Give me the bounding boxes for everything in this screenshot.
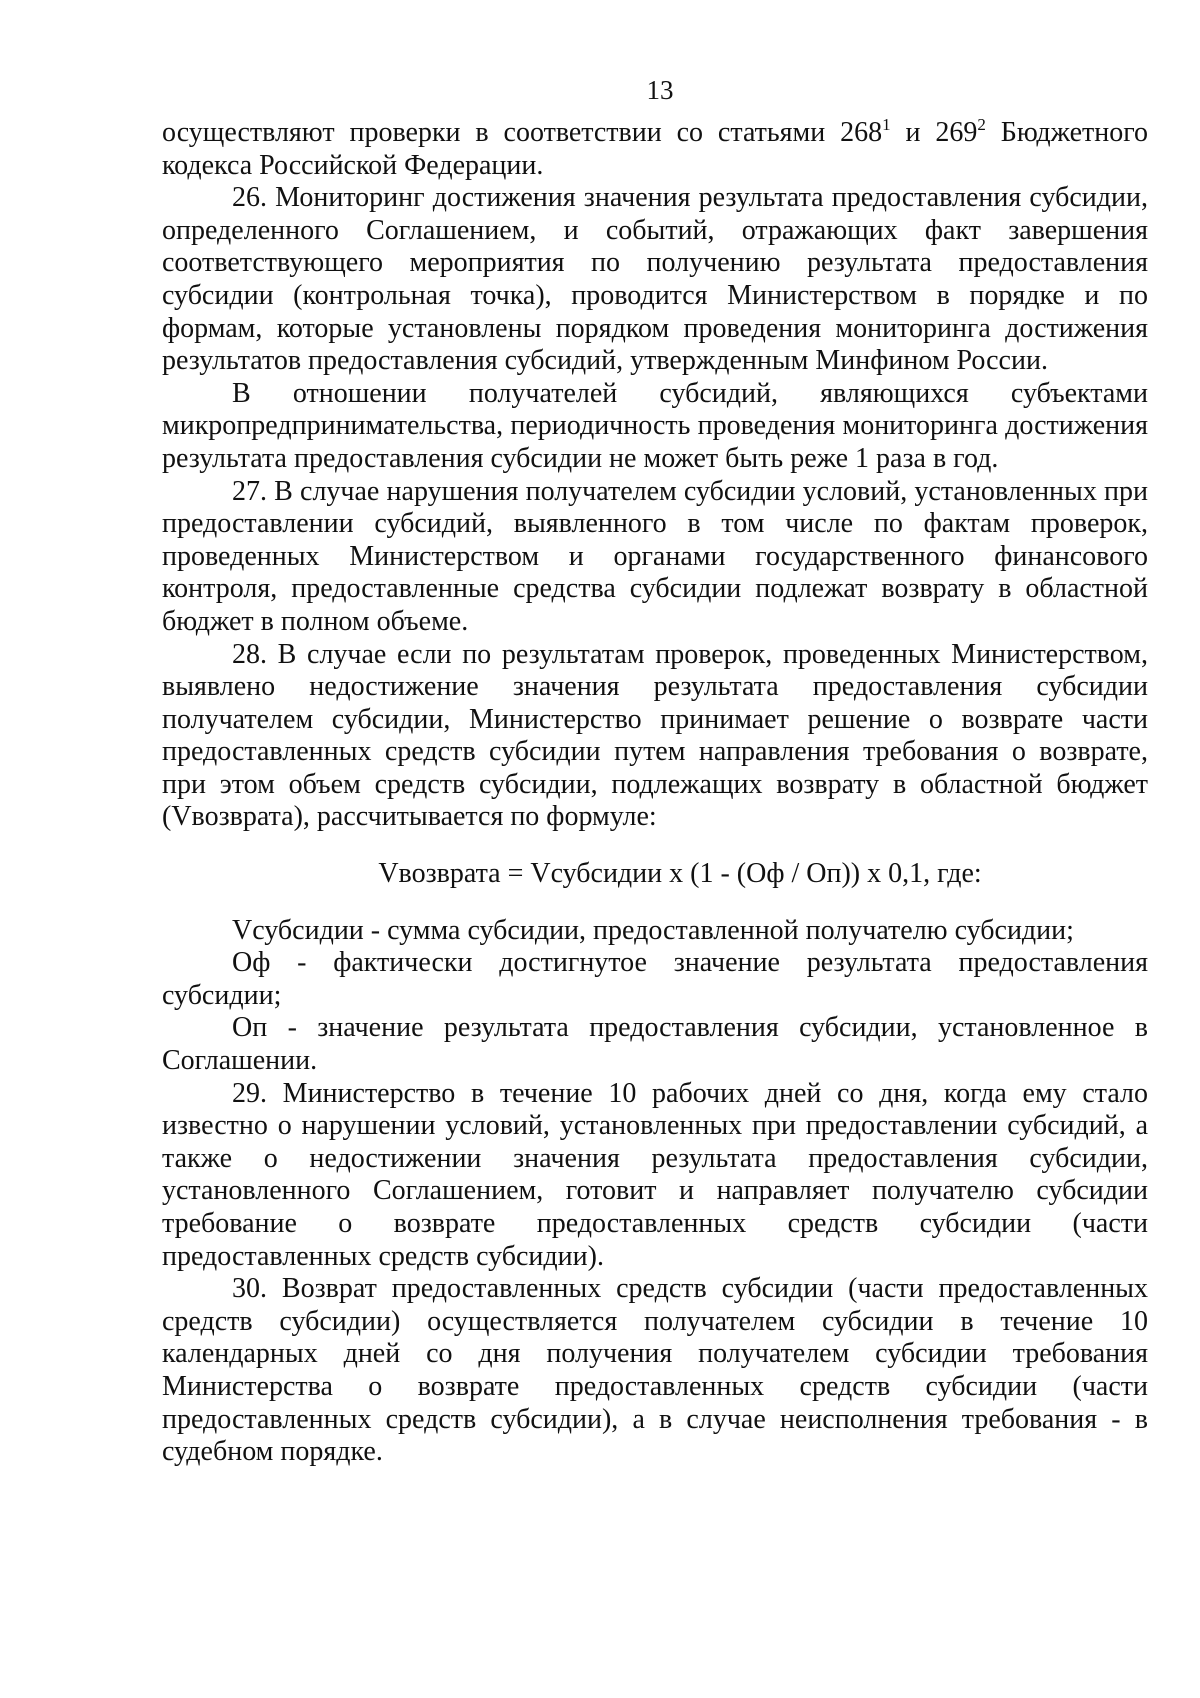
page-number: 13 (646, 75, 674, 105)
paragraph-28: 28. В случае если по результатам проверок, проведенных Министерством, выявлено недостижение значения результата предоставления субсидии получателем субсидии, Министерство принимает решение о возврате части предоставленных средств субсидии путем направления требования о возврате, при этом объем средств субсидии, подлежащих возврату в областной бюджет (Vвозврата), рассчитывается по формуле: (162, 638, 1148, 833)
refund-formula: Vвозврата = Vсубсидии х (1 - (Оф / Оп)) х 0,1, где: (378, 858, 982, 890)
paragraph-30: 30. Возврат предоставленных средств субсидии (части предоставленных средств субсидии) осуществляется получателем субсидии в течение 10 календарных дней со дня получения получателем субсидии требования Министерства о возврате предоставленных средств субсидии (части предоставленных средств субсидии), а в случае неисполнения требования - в судебном порядке. (162, 1273, 1148, 1468)
paragraph-text: осуществляют проверки в соответствии со статьями 268 (162, 117, 883, 148)
paragraph-26-microbusiness: В отношении получателей субсидий, являющихся субъектами микропредпринимательства, периодичность проведения мониторинга достижения результата предоставления субсидии не может быть реже 1 раза в год. (162, 377, 1148, 474)
definition-of: Оф - фактически достигнутое значение результата предоставления субсидии; (162, 947, 1148, 1011)
document-body (162, 117, 1148, 1469)
superscript-article-268: 1 (882, 115, 891, 134)
definition-op: Оп - значение результата предоставления субсидии, установленное в Соглашении. (162, 1012, 1148, 1077)
definition-v-subsidy: Vсубсидии - сумма субсидии, предоставленной получателю субсидии; (232, 914, 1074, 946)
paragraph-text: Бюджетного кодекса Российской Федерации. (162, 117, 1149, 181)
superscript-article-269: 2 (977, 115, 986, 134)
paragraph-27: 27. В случае нарушения получателем субсидии условий, установленных при предоставлении субсидий, выявленного в том числе по фактам проверок, проведенных Министерством и органами государственного финансового контроля, предоставленные средства субсидии подлежат возврату в областной бюджет в полном объеме. (162, 475, 1148, 637)
paragraph-26: 26. Мониторинг достижения значения результата предоставления субсидии, определенного Соглашением, и событий, отражающих факт завершения соответствующего мероприятия по получению результата предоставления субсидии (контрольная точка), проводится Министерством в порядке и по формам, которые установлены порядком проведения мониторинга достижения результатов предоставления субсидий, утвержденным Минфином России. (162, 182, 1148, 377)
paragraph-continuation (162, 117, 1148, 182)
paragraph-text: и 269 (890, 117, 978, 148)
paragraph-29: 29. Министерство в течение 10 рабочих дней со дня, когда ему стало известно о нарушении условий, установленных при предоставлении субсидий, а также о недостижении значения результата предоставления субсидии, установленного Соглашением, готовит и направляет получателю субсидии требование о возврате предоставленных средств субсидии (части предоставленных средств субсидии). (162, 1077, 1148, 1272)
